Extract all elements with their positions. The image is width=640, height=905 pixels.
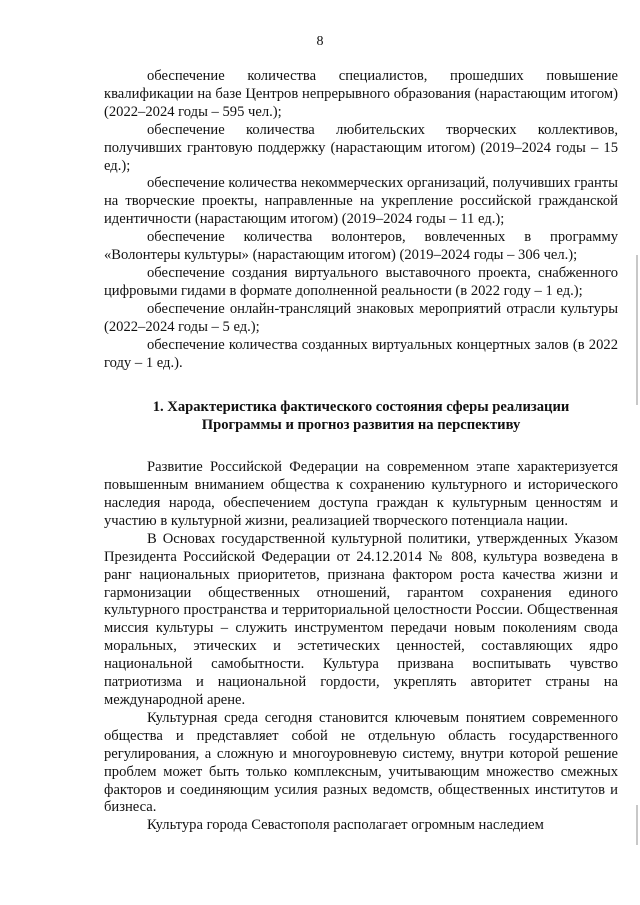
list-item: обеспечение количества волонтеров, вовлеченных в программу «Волонтеры культуры» (нарастающим итогом) (2019–2024 годы – 306 чел.); (104, 229, 618, 264)
scan-edge-mark (636, 805, 638, 845)
section-heading-line-1: 1. Характеристика фактического состояния сферы реализации (152, 399, 570, 416)
list-item: обеспечение онлайн-трансляций знаковых мероприятий отрасли культуры (2022–2024 годы – 5 ед.); (104, 300, 618, 335)
body-paragraph: Культурная среда сегодня становится ключевым понятием современного общества и представляет собой не отдельную область государственного регулирования, а сложную и многоуровневую систему, внутри которой решение проблем может быть только комплексным, учитывающим множество смежных факторов и соединяющим усилия разных ведомств, общественных институтов и бизнеса. (104, 709, 618, 816)
page-number: 8 (316, 34, 324, 49)
scan-edge-mark (636, 255, 638, 405)
list-item: обеспечение количества некоммерческих организаций, получивших гранты на творческие проекты, направленные на укрепление российской гражданской идентичности (нарастающим итогом) (2019–2024 годы – 11 ед.); (104, 175, 618, 228)
body-paragraph: В Основах государственной культурной политики, утвержденных Указом Президента Российской Федерации от 24.12.2014 № 808, культура возведена в ранг национальных приоритетов, признана фактором роста качества жизни и гармонизации общественных отношений, гарантом сохранения единого культурного пространства и территориальной целостности России. Общественная миссия культуры – служить инструментом передачи новым поколениям свода моральных, этических и эстетических ценностей, составляющих ядро национальной самобытности. Культура призвана воспитывать чувство патриотизма и национальной гордости, укреплять авторитет страны на международной арене. (104, 530, 618, 708)
section-heading-line-2: Программы и прогноз развития на перспективу (201, 417, 521, 434)
section-heading (104, 399, 618, 435)
page-body (104, 68, 618, 835)
list-item: обеспечение количества любительских творческих коллективов, получивших грантовую поддержку (нарастающим итогом) (2019–2024 годы – 15 ед.); (104, 121, 618, 174)
body-paragraph: Культура города Севастополя располагает огромным наследием (147, 817, 544, 834)
body-paragraph: Развитие Российской Федерации на современном этапе характеризуется повышенным вниманием общества к сохранению культурного и исторического наследия народа, обеспечением доступа граждан к культурным ценностям и участию в культурной жизни, реализацией творческого потенциала нации. (104, 459, 618, 529)
list-item: обеспечение количества специалистов, прошедших повышение квалификации на базе Центров непрерывного образования (нарастающим итогом) (2022–2024 годы – 595 чел.); (104, 68, 618, 120)
list-item: обеспечение количества созданных виртуальных концертных залов (в 2022 году – 1 ед.). (104, 336, 618, 371)
list-item: обеспечение создания виртуального выставочного проекта, снабженного цифровыми гидами в формате дополненной реальности (в 2022 году – 1 ед.); (104, 264, 618, 299)
